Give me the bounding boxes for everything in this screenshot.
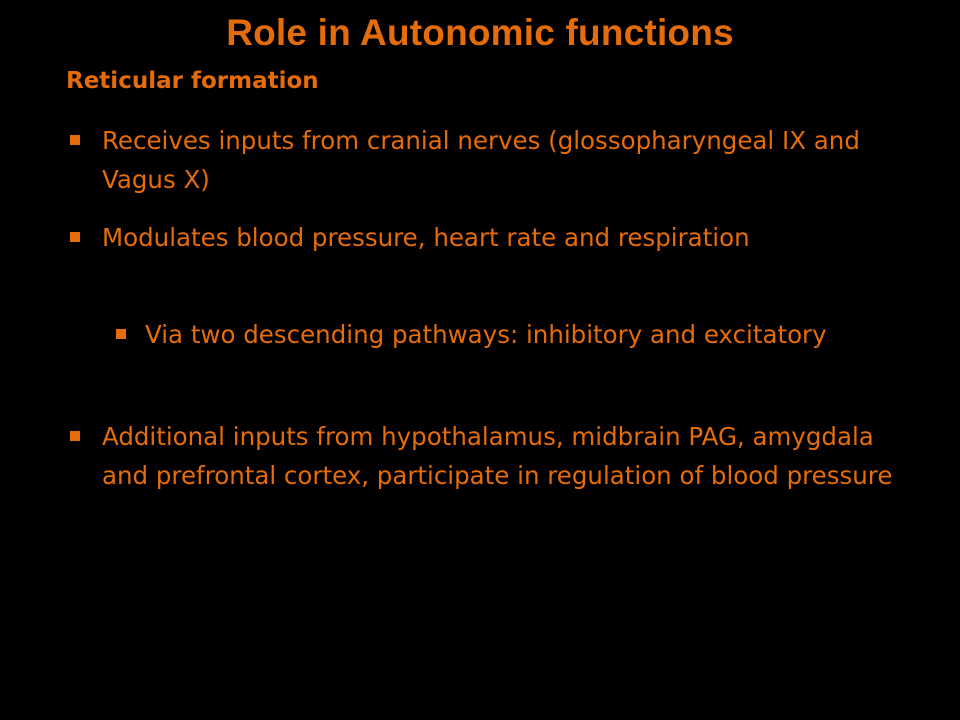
bullet-text: Via two descending pathways: inhibitory and excitatory <box>145 320 827 349</box>
bullet-text: Receives inputs from cranial nerves (glossopharyngeal IX and Vagus X) <box>102 126 860 194</box>
bullet-text: Modulates blood pressure, heart rate and respiration <box>102 223 750 252</box>
bullet-item <box>102 121 882 199</box>
square-bullet-icon <box>116 329 126 339</box>
square-bullet-icon <box>70 135 80 145</box>
bullet-text: Additional inputs from hypothalamus, midbrain PAG, amygdala and prefrontal cortex, participate in regulation of blood pressure <box>102 422 893 490</box>
bullet-item <box>102 417 902 495</box>
sub-bullet-item <box>145 315 865 354</box>
slide-title: Role in Autonomic functions <box>226 12 734 53</box>
square-bullet-icon <box>70 232 80 242</box>
square-bullet-icon <box>70 431 80 441</box>
bullet-item <box>102 218 882 257</box>
slide-subtitle: Reticular formation <box>66 68 319 94</box>
